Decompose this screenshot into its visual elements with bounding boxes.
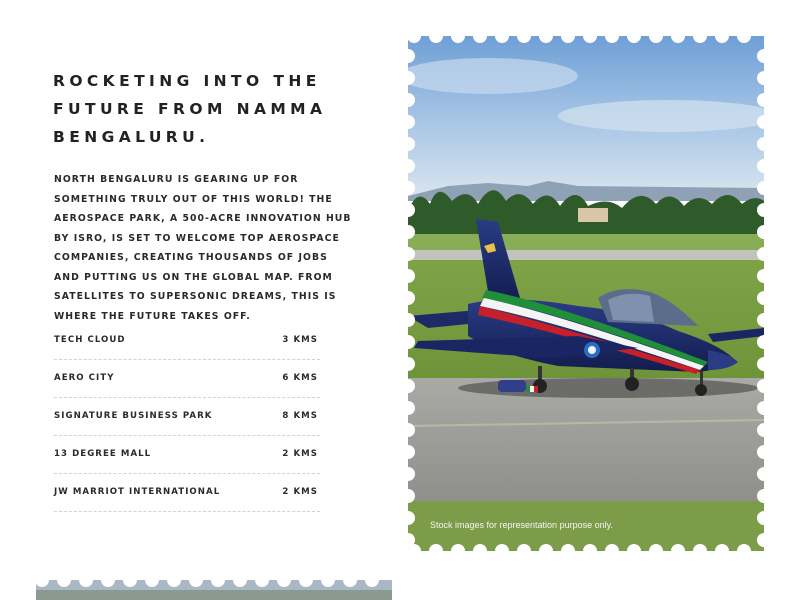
distance-value: 8 KMS xyxy=(282,411,318,421)
distance-place: JW MARRIOT INTERNATIONAL xyxy=(54,487,221,497)
distance-row xyxy=(54,436,320,474)
distance-place: AERO CITY xyxy=(54,373,115,383)
distance-place: SIGNATURE BUSINESS PARK xyxy=(54,411,213,421)
distance-list xyxy=(54,322,320,512)
distance-row xyxy=(54,322,320,360)
page-heading: ROCKETING INTO THE FUTURE FROM NAMMA BENGALURU. xyxy=(53,72,327,146)
distance-value: 6 KMS xyxy=(282,373,318,383)
distance-value: 3 KMS xyxy=(282,335,318,345)
distance-row xyxy=(54,398,320,436)
distance-value: 2 KMS xyxy=(282,487,318,497)
intro-paragraph: NORTH BENGALURU IS GEARING UP FOR SOMETHING TRULY OUT OF THIS WORLD! THE AEROSPACE PARK, A 500-ACRE INNOVATION HUB BY ISRO, IS SET TO WELCOME TOP AEROSPACE COMPANIES, CREATING THOUSANDS OF JOBS AND PUTTING US ON THE GLOBAL MAP. FROM SATELLITES TO SUPERSONIC DREAMS, THIS IS WHERE THE FUTURE TAKES OFF. xyxy=(54,174,352,322)
jet-aircraft-illustration xyxy=(408,36,764,551)
stamp-photo xyxy=(408,36,764,551)
distance-row xyxy=(54,474,320,512)
next-stamp-edge xyxy=(36,580,392,600)
distance-value: 2 KMS xyxy=(282,449,318,459)
distance-place: TECH CLOUD xyxy=(54,335,126,345)
photo-caption: Stock images for representation purpose only. xyxy=(430,520,613,530)
distance-row xyxy=(54,360,320,398)
distance-place: 13 DEGREE MALL xyxy=(54,449,152,459)
